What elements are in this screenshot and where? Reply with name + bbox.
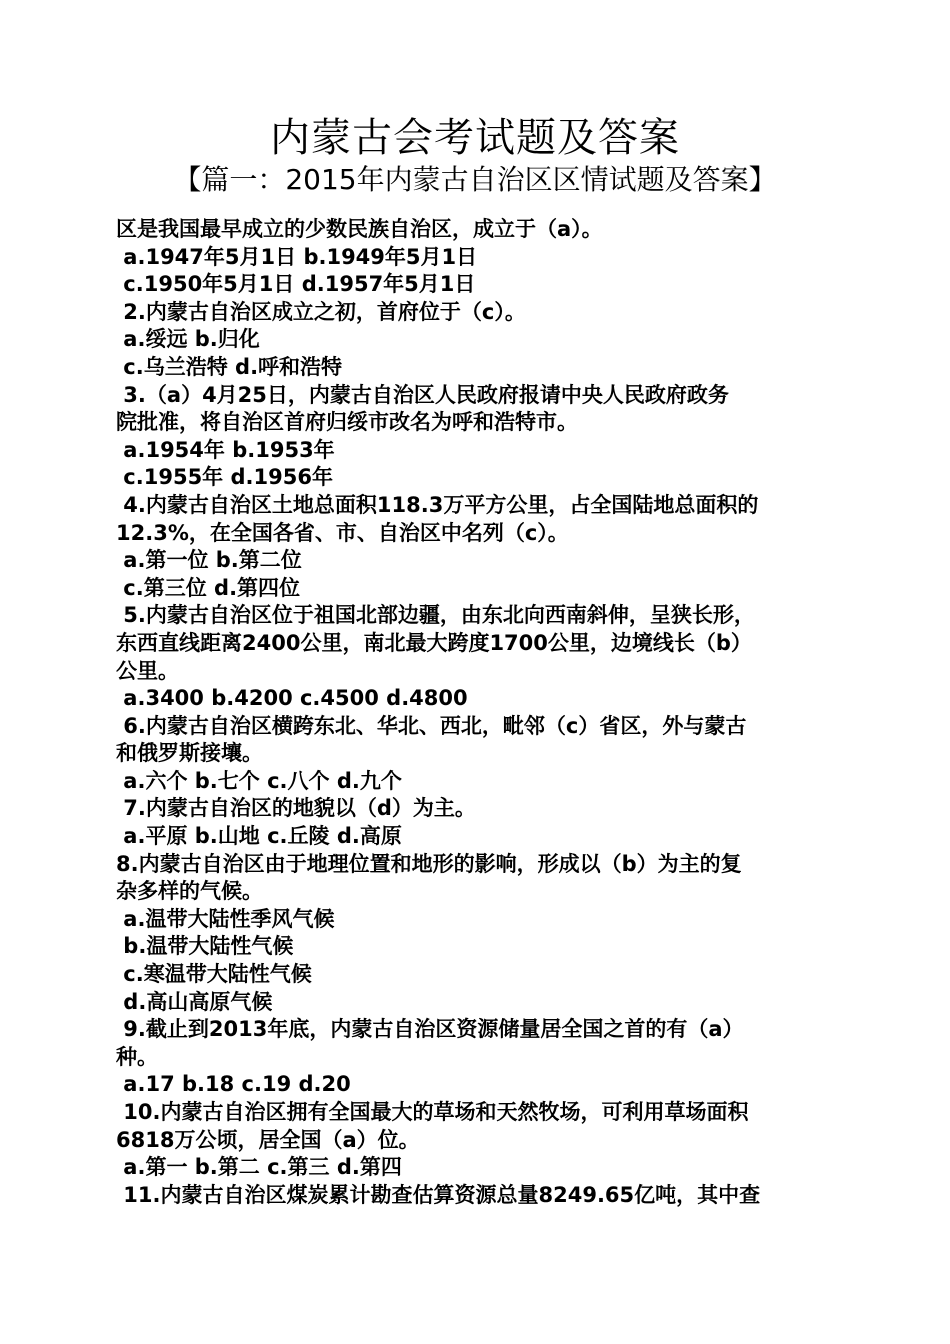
text-line: 10.内蒙古自治区拥有全国最大的草场和天然牧场，可利用草场面积 [116,1100,749,1124]
text-line: 6818万公顷，居全国（a）位。 [116,1127,420,1152]
text-line: a.3400 b.4200 c.4500 d.4800 [116,686,468,711]
text-line: c.乌兰浩特 d.呼和浩特 [116,354,343,379]
document-body [116,216,836,1209]
text-line: 和俄罗斯接壤。 [116,741,263,766]
text-line: 院批准，将自治区首府归绥市改名为呼和浩特市。 [116,410,578,435]
text-line: c.1950年5月1日 d.1957年5月1日 [116,272,476,297]
document-subtitle: 【篇一：2015年内蒙古自治区区情试题及答案】 [173,163,777,196]
text-line: c.寒温带大陆性气候 [116,962,312,987]
text-line: a.温带大陆性季风气候 [116,906,335,931]
text-line: a.绥远 b.归化 [116,327,260,352]
text-line: a.17 b.18 c.19 d.20 [116,1072,351,1097]
text-line: 区是我国最早成立的少数民族自治区，成立于（a）。 [116,217,603,241]
text-line: 2.内蒙古自治区成立之初，首府位于（c）。 [116,299,526,324]
text-line: a.六个 b.七个 c.八个 d.九个 [116,768,402,793]
text-line: c.第三位 d.第四位 [116,575,301,600]
text-line: 3.（a）4月25日，内蒙古自治区人民政府报请中央人民政府政务 [116,382,729,407]
text-line: 7.内蒙古自治区的地貌以（d）为主。 [116,796,476,821]
text-line: 东西直线距离2400公里，南北最大跨度1700公里，边境线长（b） [116,630,752,655]
text-line: c.1955年 d.1956年 [116,465,333,490]
text-line: b.温带大陆性气候 [116,934,294,959]
text-line: 5.内蒙古自治区位于祖国北部边疆，由东北向西南斜伸，呈狭长形， [116,603,755,628]
text-line: 12.3%，在全国各省、市、自治区中名列（c）。 [116,520,569,545]
text-line: 种。 [116,1044,158,1069]
text-line: 杂多样的气候。 [116,879,263,904]
text-line: a.第一 b.第二 c.第三 d.第四 [116,1155,402,1180]
text-line: a.第一位 b.第二位 [116,548,302,573]
text-line: 8.内蒙古自治区由于地理位置和地形的影响，形成以（b）为主的复 [116,851,742,876]
text-line: a.平原 b.山地 c.丘陵 d.高原 [116,824,402,849]
text-line: a.1947年5月1日 b.1949年5月1日 [116,244,478,269]
text-line: 11.内蒙古自治区煤炭累计勘查估算资源总量8249.65亿吨，其中查 [116,1182,761,1207]
text-line: 6.内蒙古自治区横跨东北、华北、西北，毗邻（c）省区，外与蒙古 [116,713,747,738]
text-line: a.1954年 b.1953年 [116,437,335,462]
text-line: 9.截止到2013年底，内蒙古自治区资源储量居全国之首的有（a） [116,1017,744,1042]
document-title: 内蒙古会考试题及答案 [270,115,680,161]
text-line: 4.内蒙古自治区土地总面积118.3万平方公里，占全国陆地总面积的 [116,492,759,517]
text-line: 公里。 [116,658,179,683]
text-line: d.高山高原气候 [116,989,273,1014]
